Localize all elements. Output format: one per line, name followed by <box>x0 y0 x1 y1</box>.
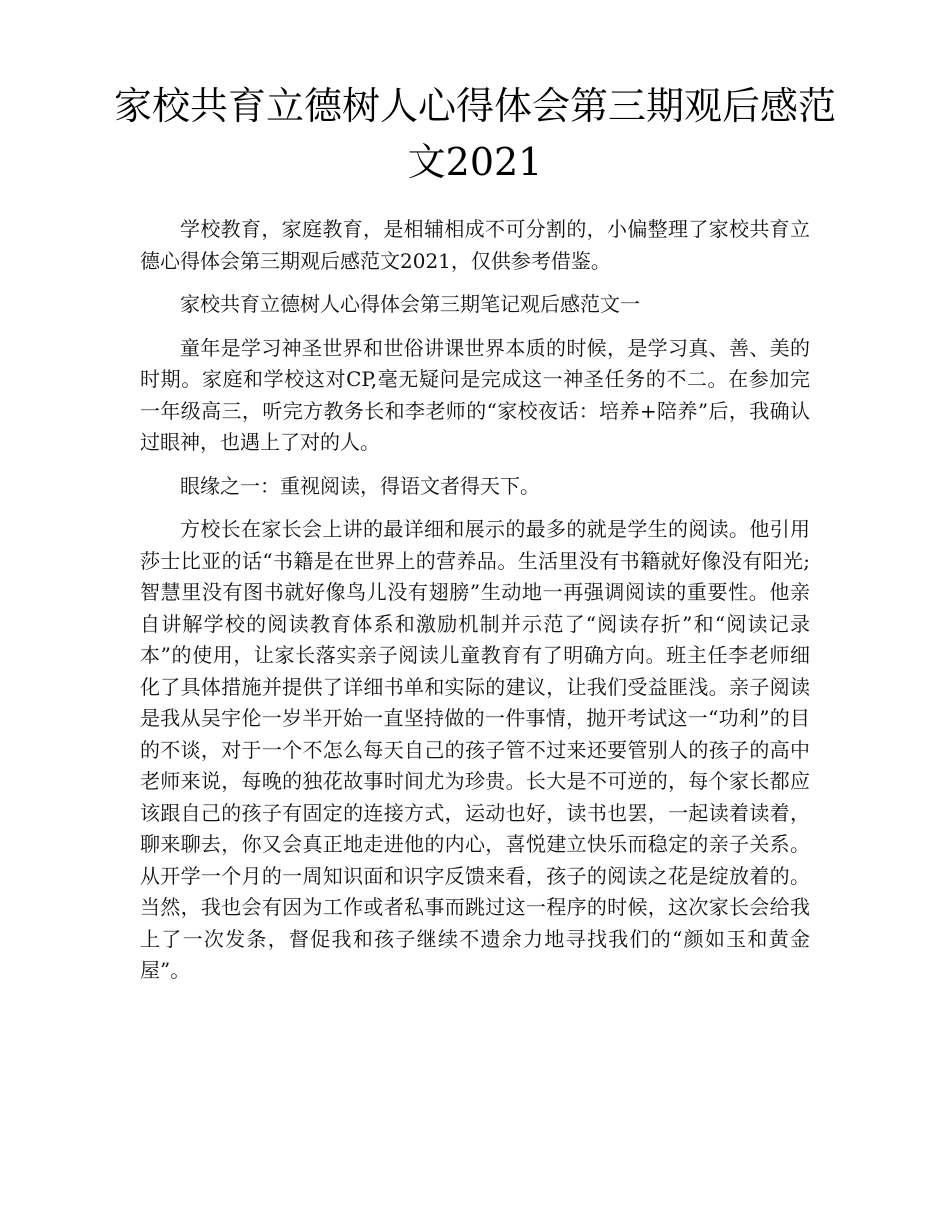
document-title: 家校共育立德树人心得体会第三期观后感范文2021 <box>113 84 836 184</box>
body-paragraph: 童年是学习神圣世界和世俗讲课世界本质的时候，是学习真、善、美的时期。家庭和学校这对CP,毫无疑问是完成这一神圣任务的不二。在参加完一年级高三，听完方教务长和李老师的“家校夜话：培养+陪养”后，我确认过眼神，也遇上了对的人。 <box>140 335 810 454</box>
document-body <box>140 214 810 999</box>
section-heading: 家校共育立德树人心得体会第三期笔记观后感范文一 <box>180 292 640 316</box>
body-paragraph: 方校长在家长会上讲的最详细和展示的最多的就是学生的阅读。他引用莎士比亚的话“书籍是在世界上的营养品。生活里没有书籍就好像没有阳光;智慧里没有图书就好像鸟儿没有翅膀”生动地一再强调阅读的重要性。他亲自讲解学校的阅读教育体系和激励机制并示范了“阅读存折”和“阅读记录本”的使用，让家长落实亲子阅读儿童教育有了明确方向。班主任李老师细化了具体措施并提供了详细书单和实际的建议，让我们受益匪浅。亲子阅读是我从吴宇伦一岁半开始一直坚持做的一件事情，抛开考试这一“功利”的目的不谈，对于一个不怎么每天自己的孩子管不过来还要管别人的孩子的高中老师来说，每晚的独花故事时间尤为珍贵。长大是不可逆的，每个家长都应该跟自己的孩子有固定的连接方式，运动也好，读书也罢，一起读着读着，聊来聊去，你又会真正地走进他的内心，喜悦建立快乐而稳定的亲子关系。从开学一个月的一周知识面和识字反馈来看，孩子的阅读之花是绽放着的。当然，我也会有因为工作或者私事而跳过这一程序的时候，这次家长会给我上了一次发条，督促我和孩子继续不遗余力地寻找我们的“颜如玉和黄金屋”。 <box>140 517 810 982</box>
subheading-paragraph: 眼缘之一：重视阅读，得语文者得天下。 <box>180 473 540 498</box>
intro-paragraph: 学校教育，家庭教育，是相辅相成不可分割的，小偏整理了家校共育立德心得体会第三期观后感范文2021，仅供参考借鉴。 <box>140 217 810 273</box>
